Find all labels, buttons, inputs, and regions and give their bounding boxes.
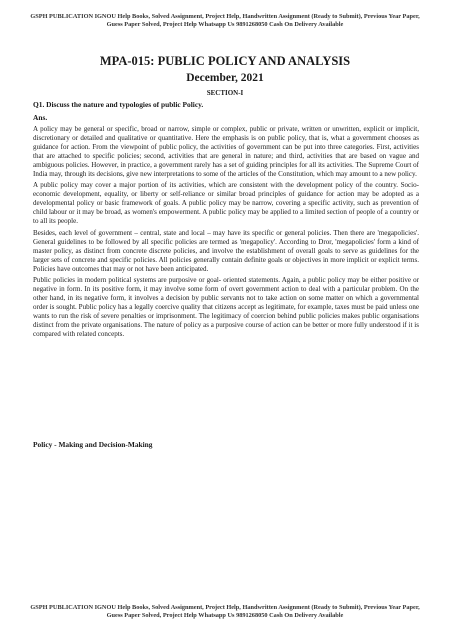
paragraph: Besides, each level of government – central, state and local – may have its specific or general policies. Then there are 'megapolicies'. General guidelines to be followed by all specific policies are termed as 'megapolicy'. According to Dror, 'megapolicies' form a kind of master policy, as distinct from concrete discrete policies, and involve the establishment of overall goals to serve as guidelines for the larger sets of concrete and specific policies. All policies generally contain definite goals or objectives in more implicit or explicit terms. Policies have outcomes that may or not have been anticipated. [33,228,419,273]
answer-label: Ans. [33,113,48,122]
exam-date: December, 2021 [186,72,264,84]
section-heading: SECTION-I [206,89,244,97]
page-header: GSPH PUBLICATION IGNOU Help Books, Solved Assignment, Project Help, Handwritten Assignment (Ready to Submit), Previous Year Paper, Guess Paper Solved, Project Help Whatsapp Us 9891268050 Cash On Delivery Available [30,13,420,28]
subheading: Policy - Making and Decision-Making [33,440,153,449]
question-text: Q1. Discuss the nature and typologies of public Policy. [33,100,204,109]
paragraph: A public policy may cover a major portion of its activities, which are consistent with the development policy of the country. Socio-economic development, equality, or liberty or self-reliance or similar broad principles of guidance for action may be adopted as a developmental policy or basic framework of goals. A public policy may be narrow, covering a specific activity, such as prevention of child labour or it may be broad, as women's empowerment. A public policy may be applied to a limited section of people of a country or to all its people. [33,181,419,226]
paragraph: Public policies in modern political systems are purposive or goal- oriented statements. Again, a public policy may be either positive or negative in form. In its positive form, it may involve some form of overt government action to deal with a particular problem. On the other hand, in its negative form, it involves a decision by public servants not to take action on some matter on which a governmental order is sought. Public policy has a legally coercive quality that citizens accept as legitimate, for example, taxes must be paid unless one wants to run the risk of severe penalties or imprisonment. The legitimacy of coercion behind public policies makes public organisations distinct from the private organisations. The nature of policy as a purposive course of action can be better or more fully understood if it is compared with related concepts. [33,275,419,339]
page-footer: GSPH PUBLICATION IGNOU Help Books, Solved Assignment, Project Help, Handwritten Assignment (Ready to Submit), Previous Year Paper, Guess Paper Solved, Project Help Whatsapp Us 9891268050 Cash On Delivery Available [30,604,420,619]
document-title: MPA-015: PUBLIC POLICY AND ANALYSIS [99,54,351,68]
paragraph: A policy may be general or specific, broad or narrow, simple or complex, public or private, written or unwritten, explicit or implicit, discretionary or detailed and qualitative or quantitative. Here the emphasis is on public policy, that is, what a government chooses as guidance for action. From the viewpoint of public policy, the activities of government can be put into three categories. First, activities that are attached to specific policies; second, activities that are general in nature; and third, activities that are based on vague and ambiguous policies. However, in practice, a government rarely has a set of guiding principles for all its activities. The Supreme Court of India may, through its decisions, give new interpretations to some of the articles of the Constitution, which may amount to a new policy. [33,125,419,179]
answer-body [33,125,419,341]
